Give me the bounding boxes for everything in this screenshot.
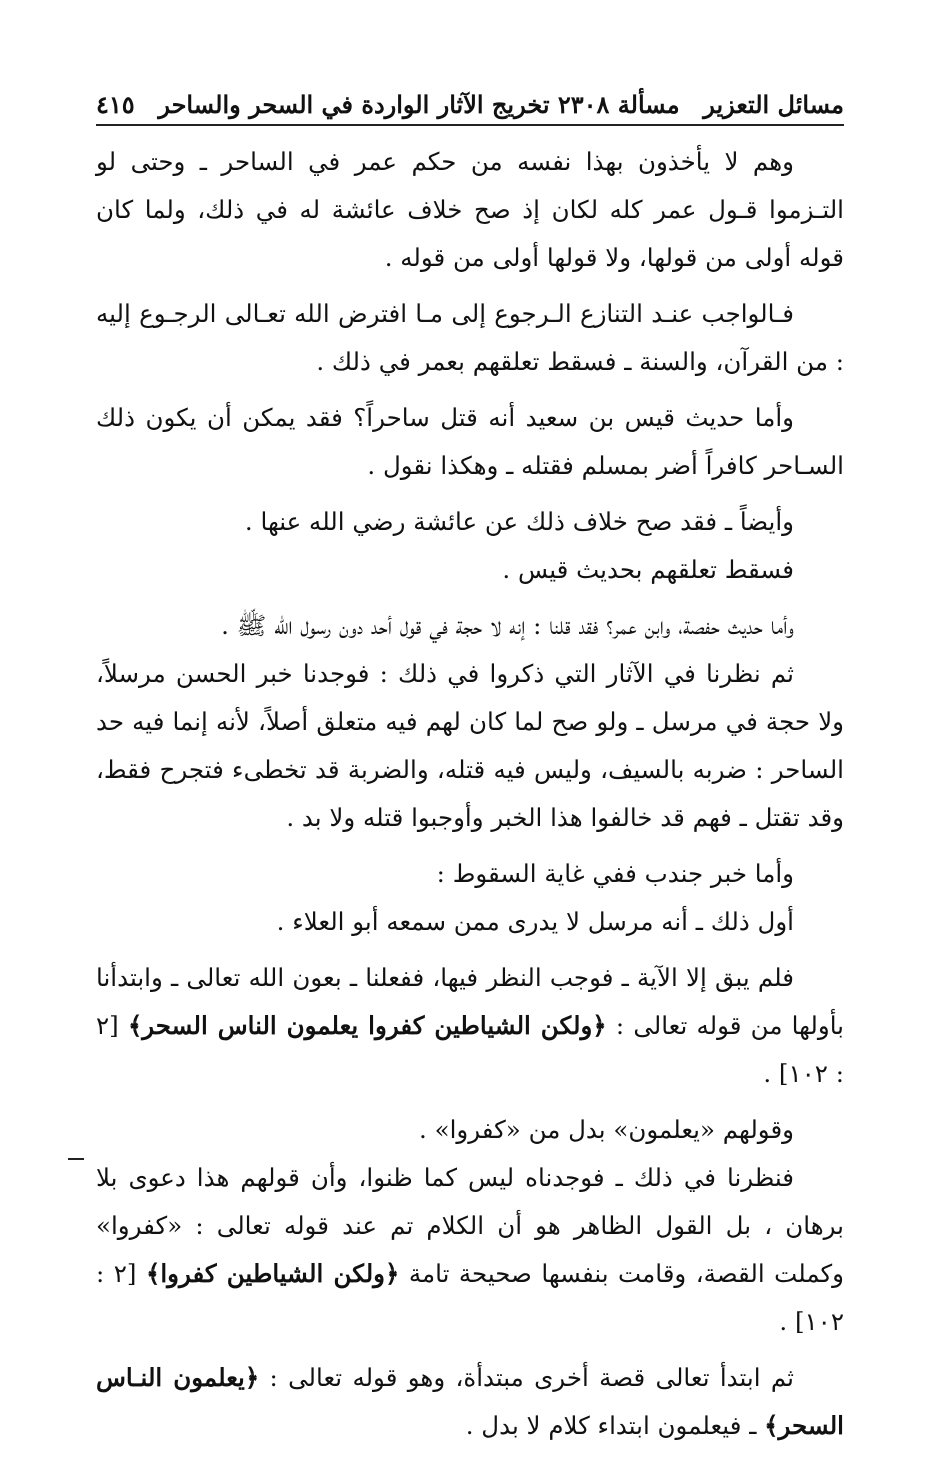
verse-reference-2: [٢ : ١٠٢] . [96, 1259, 844, 1336]
paragraph-11: وقولهم «يعلمون» بدل من «كفروا» . [419, 1115, 794, 1144]
book-title: مسائل التعزير [703, 89, 844, 119]
paragraph-3: وأما حديث قيس بن سعيد أنه قتل ساحراً؟ فقد يمكن أن يكون ذلك السـاحر كافراً أضر بمسلم فقتله ـ وهكذا نقول . [96, 403, 844, 480]
page-header [96, 84, 844, 124]
paragraph-12 [96, 1154, 844, 1346]
page-number: ٤١٥ [96, 89, 135, 119]
paragraph-10 [96, 954, 844, 1098]
header-rule [96, 124, 844, 126]
paragraph-8: وأما خبر جندب ففي غاية السقوط : [436, 859, 794, 888]
chapter-title: مسألة ٢٣٠٨ تخريج الآثار الواردة في السحر والساحر [158, 89, 680, 119]
paragraph-7: ثم نظرنا في الآثار التي ذكروا في ذلك : فوجدنا خبر الحسن مرسلاً، ولا حجة في مرسل ـ ولو صح لما كان لهم فيه متعلق أصلاً، لأنه إنما فيه حد الساحر : ضربه بالسيف، وليس فيه قتله، والضربة قد تخطىء فتجرح فقط، وقد تقتل ـ فهم قد خالفوا هذا الخبر وأوجبوا قتله ولا بد . [96, 659, 844, 832]
paragraph-2: فـالواجب عنـد التنازع الـرجوع إلى مـا افترض الله تعـالى الرجـوع إليه : من القرآن، والسنة ـ فسقط تعلقهم بعمر في ذلك . [96, 299, 844, 376]
quran-verse-3: ﴿يعلمون النـاس السحر﴾ [96, 1363, 844, 1440]
page-body [96, 138, 844, 1458]
paragraph-5: فسقط تعلقهم بحديث قيس . [502, 555, 794, 584]
paragraph-13 [96, 1354, 844, 1450]
paragraph-1: وهم لا يأخذون بهذا نفسه من حكم عمر في الساحر ـ وحتى لو التـزموا قـول عمر كله لكان إذ صح خلاف عائشة له في ذلك، ولما كان قوله أولى من قولها، ولا قولها أولى من قوله . [96, 147, 844, 272]
paragraph-9: أول ذلك ـ أنه مرسل لا يدرى ممن سمعه أبو العلاء . [276, 907, 794, 936]
paragraph-12-text: فنظرنا في ذلك ـ فوجدناه ليس كما ظنوا، وأن قولهم هذا دعوى بلا برهان ، بل القول الظاهر هو أن الكلام تم عند قوله تعالى : «كفروا» وكملت القصة، وقامت بنفسها صحيحة تامة [96, 1163, 844, 1288]
paragraph-13-text: ثم ابتدأ تعالى قصة أخرى مبتدأة، وهو قوله تعالى : [269, 1363, 794, 1392]
paragraph-6: وأما حديث حفصة، وابن عمر؟ فقد قلنا : إنه لا حجة في قول أحد دون رسول الله ﷺ . [221, 611, 794, 640]
quran-verse-1: ﴿ولكن الشياطين كفروا يعلمون الناس السحر﴾ [127, 1011, 607, 1040]
quran-verse-2: ﴿ولكن الشياطين كفروا﴾ [145, 1259, 400, 1288]
paragraph-13-end: ـ فيعلمون ابتداء كلام لا بدل . [465, 1411, 757, 1440]
paragraph-10-text: فلم يبق إلا الآية ـ فوجب النظر فيها، ففعلنا ـ بعون الله تعالى ـ وابتدأنا بأولها من قوله تعالى : [96, 963, 844, 1040]
margin-mark [68, 1158, 84, 1160]
paragraph-4: وأيضاً ـ فقد صح خلاف ذلك عن عائشة رضي الله عنها . [244, 507, 794, 536]
verse-reference-1: [٢ : ١٠٢] . [96, 1011, 844, 1088]
